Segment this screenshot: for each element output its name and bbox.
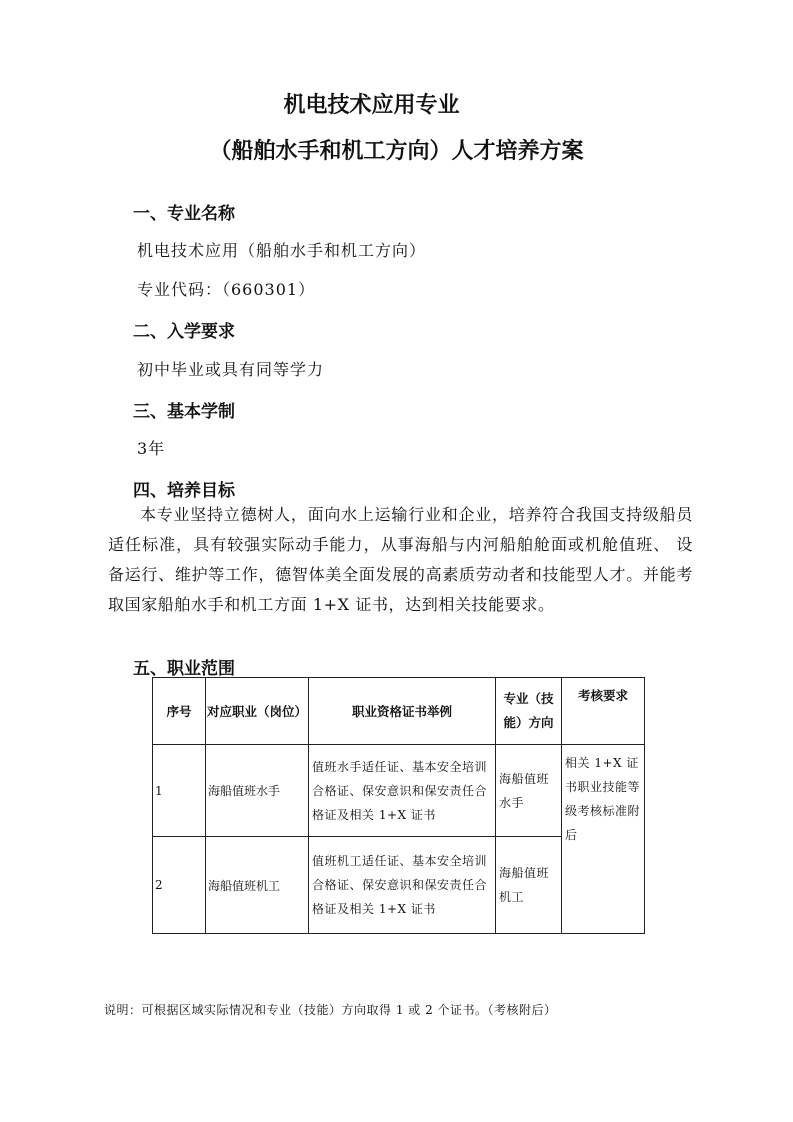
footnote: 说明：可根据区域实际情况和专业（技能）方向取得 1 或 2 个证书。（考核附后） bbox=[104, 1003, 557, 1017]
row-job: 海船值班机工 bbox=[206, 837, 309, 934]
header-exam: 考核要求 bbox=[562, 678, 645, 745]
table-row bbox=[153, 745, 645, 837]
goals-paragraph: 本专业坚持立德树人，面向水上运输行业和企业，培养符合我国支持级船员适任标准，具有较强实际动手能力，从事海船与内河船舶舱面或机舱值班、 设备运行、维护等工作，德智体美全面发展的高素质劳动者和技能型人才。并能考取国家船舶水手和机工方面 1+X 证书，达到相关技能要求。 bbox=[108, 505, 693, 614]
career-scope-table bbox=[152, 677, 645, 934]
row-cert: 值班机工适任证、基本安全培训合格证、保安意识和保安责任合格证及相关 1+X 证书 bbox=[309, 837, 496, 934]
row-cert: 值班水手适任证、基本安全培训 合格证、保安意识和保安责任合格证及相关 1+X 证书 bbox=[309, 745, 496, 837]
row-job: 海船值班水手 bbox=[206, 745, 309, 837]
row-seq: 1 bbox=[153, 745, 206, 837]
header-cert: 职业资格证书举例 bbox=[309, 678, 496, 745]
row-direction: 海船值班水手 bbox=[496, 745, 562, 837]
table-header-row bbox=[153, 678, 645, 745]
header-direction: 专业（技能）方向 bbox=[496, 678, 562, 745]
major-code-text: 专业代码：（660301） bbox=[137, 280, 316, 299]
major-name-text: 机电技术应用（船舶水手和机工方向） bbox=[137, 241, 427, 260]
header-seq: 序号 bbox=[153, 678, 206, 745]
section-heading-duration: 三、基本学制 bbox=[133, 402, 235, 422]
header-job: 对应职业（岗位） bbox=[206, 678, 309, 745]
row-direction: 海船值班机工 bbox=[496, 837, 562, 934]
section-heading-admission: 二、入学要求 bbox=[133, 322, 235, 342]
document-title-line2: （船舶水手和机工方向）人才培养方案 bbox=[209, 139, 584, 164]
exam-requirement: 相关 1+X 证书职业技能等级考核标准附后 bbox=[562, 745, 645, 934]
admission-text: 初中毕业或具有同等学力 bbox=[137, 360, 325, 379]
row-seq: 2 bbox=[153, 837, 206, 934]
duration-text: 3年 bbox=[137, 439, 166, 458]
section-heading-goals: 四、培养目标 bbox=[133, 481, 235, 501]
section-heading-career-scope: 五、职业范围 bbox=[133, 659, 235, 679]
section-heading-major-name: 一、专业名称 bbox=[133, 204, 235, 224]
document-title-line1: 机电技术应用专业 bbox=[283, 93, 460, 118]
